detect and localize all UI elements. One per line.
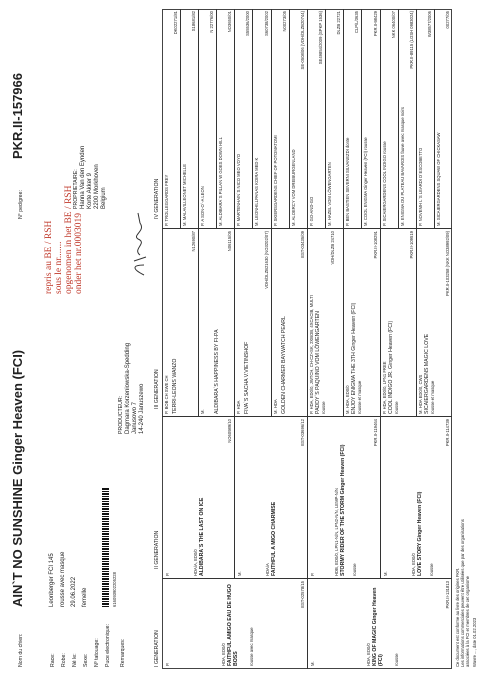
gen3-row-5-reg: VDH/DLZB 24710 <box>330 231 335 265</box>
footer-note: Ce document est conforme au livre des origines FKR. Les informations commerciales peuvent être utilisées que par des organisations associées à la FCI et membres de cet organisme <box>455 519 470 667</box>
gen3-row-3-reg: VDH/DLZB21630 (NO3202/07) <box>264 231 269 289</box>
gen4-row-3-reg: N 22776/00 <box>209 11 214 33</box>
gen4-row-12: M. COOL ENIGMA Ginger Heaven (FCI) rousse <box>363 137 368 226</box>
tattoo-value <box>91 487 102 607</box>
pedigree-number-label: N° pedigree: <box>18 190 24 219</box>
gen2-row-1: P. HDA/A, ED0/0 ALDIBARA`S THE LAST ON ICE <box>165 497 205 576</box>
gen4-row-10: M. HAZEL VOM LÖWENGARTEN <box>327 162 332 226</box>
gen4-row-13: P. SICAIERGARDENS COOL INDIGO rousse <box>382 141 387 226</box>
gen4-row-14: M. ENIGMA DU PLATEAU BAVAROIS fauve avec masque noirs <box>400 107 405 226</box>
producer-block: PRODUCTEUR: Dagmara Korzeniowska-Spedding Janusowo 7 14-240 Januszewo <box>118 342 145 434</box>
details-values <box>47 487 120 607</box>
gen4-row-16: M. SICAIERGARDENS SQUAW OF CHICKASAW <box>436 132 441 226</box>
gen4-row-2: M. MALAVILLEONET MICHELLE <box>182 164 187 226</box>
gen4-row-9-reg: SE49854/2009 (SPKP 1536) <box>318 11 323 65</box>
gen3-row-2: M. ALDIBARA`S HAPPINESS BY FI-PA <box>200 329 220 414</box>
gen4-row-13-reg: NKK 06400/07 <box>391 11 396 39</box>
gen3-row-8-reg: PKR.II-103258 (NKK NO38992/09) <box>445 231 450 296</box>
details-labels: Race: Robe: Né le: Sexe: Nº tatouage: Puce electronique: Remarques: <box>50 624 126 667</box>
gen4-row-3: P. A SON-O`-A LEON <box>200 186 205 226</box>
gen4-row-5-reg: S55536/2000 <box>245 11 250 36</box>
gen4-row-1-reg: DK02271/81 <box>173 11 178 35</box>
gen3-row-5: P. HDA, ED0/0, JWTCH, CH-CZ+SK, 2XBOB, 4XCACIB, MULTI PADDY`S PAQUINO VOM LÖWENGARTEN rousse <box>309 295 326 414</box>
gen1-header: I GENERATION <box>154 630 160 667</box>
gen2-row-3: P. HDB, ED0/0, LPN1-N/N, LPN2-N/N, LEMP-N/N STORMY RIDER OF THE STORM Ginger Heaven (FCI) rousse <box>310 444 357 576</box>
pedigree-number: PKR.II-157966 <box>10 73 25 159</box>
gen2-row-2: M. HDA/A FAITHFUL A MIGO CHARMISE <box>237 501 277 576</box>
gen1-sire: P. HDA, ED0/0 FAITHFUL AMIGO EAU DE HUGO BOSS rousse avec masque <box>165 584 254 666</box>
gen3-row-6: M. HDA, ED0/0 ENJOY ENIGMA THE 3TH Ginger Heaven (FCI) rousse et masque <box>345 302 362 414</box>
gen4-row-4: M. ALDIBARA`S PILLAN W GOES DOWN HILL <box>218 137 223 226</box>
gen3-row-7-reg: PKR.II-109519 <box>409 231 414 259</box>
dog-name-label: Nom du chien: <box>18 633 24 667</box>
barcode <box>102 487 109 607</box>
gen2-header: II GENERATION <box>154 530 160 569</box>
dog-name: AIN`T NO SUNSHINE Ginger Heaven (FCI) <box>10 349 25 607</box>
gen4-row-6: M. LEONHILLPANAS KOIRA MED K <box>254 157 259 226</box>
gen3-row-6-reg: PKR.II-108291 <box>373 231 378 259</box>
breed-value: Leonberger FCI 145 <box>49 553 55 607</box>
gen4-row-8: M. ALOERCY VOM DREIBURGENLAND <box>291 149 296 226</box>
gen4-row-8-reg: SE-0508/06 (VDH/DLZB20744) <box>300 11 305 70</box>
gen3-row-4: M. HDA GOLDEN CHARMER BAYWATCH PEARL <box>273 316 287 414</box>
gen1-dam: M. HDA, ED0/0 KING OF MAGIC Ginger Heaven (FCI) rousse <box>310 587 399 666</box>
gen4-row-14-reg: PKR.II-89115 (LOSH 0983024) <box>409 11 414 69</box>
gen3-row-1: P. BOB CH SWE CH TERRI-LEONS WANZO <box>164 358 178 414</box>
footer-date: Wavre ..., date 01.02.2023 <box>472 617 477 667</box>
gen4-row-1: P. TROLLEGGARDS FREY <box>164 174 169 226</box>
gen4-row-7-reg: N00273/05 <box>282 11 287 32</box>
gen2-row-1-reg: NO60989/10 <box>227 419 232 443</box>
gen3-row-4-reg: EST-03435/09 <box>300 231 305 258</box>
gen2-row-3-reg: PKR.II-119464 <box>373 419 378 447</box>
color-value: rousse avec masque <box>60 551 66 607</box>
gen4-row-11: P. BEN BASTIEN SEVERNI SILVANEZDI donte <box>345 137 350 226</box>
gen4-row-9: P. GO-AND-GO <box>309 196 314 226</box>
gen4-row-2-reg: S18681/82 <box>191 11 196 32</box>
gen3-row-2-reg: N06115/05 <box>227 231 232 252</box>
gen4-row-12-reg: PKR.II-98429 <box>373 11 378 37</box>
gen3-row-3: P. HDA FIVA`S SACHA V.VIETINSHOF <box>236 341 250 414</box>
gen2-row-4-reg: PKR.II-114739 <box>445 419 450 447</box>
gen2-row-4: M. HDA, ED0/0 LOVE STORY Ginger Heaven (FCI) rousse <box>383 491 434 576</box>
signature <box>128 209 150 279</box>
birth-date-value: 29.06.2022 <box>71 576 77 607</box>
gen4-row-16-reg: 00277/05 <box>445 11 450 29</box>
gen4-row-7: P. SKIERSGARDENS CHIEF OF POTOMATOMI <box>273 135 278 226</box>
gen4-row-15-reg: W38577/2006 <box>427 11 432 38</box>
gen4-header: IV GENERATION <box>154 178 160 219</box>
gen4-row-11-reg: CLP/L/3635 <box>354 11 359 34</box>
gen1-dam-reg: PKR.II-131813 <box>445 581 450 609</box>
gen4-row-5: P. MARTENHAIN`S NICO MEO VOYO <box>236 154 241 226</box>
sex-value: femelle <box>82 587 88 607</box>
gen4-row-6-reg: S60738/2002 <box>264 11 269 36</box>
gen3-header: III GENERATION <box>154 369 160 409</box>
owner-block: PROPRIETAIRE: Hanna Van den Eynden Korte Akker 9 2200 Morkhoven Belgium <box>73 145 107 209</box>
gen3-row-1-reg: N12690/87 <box>191 231 196 252</box>
gen4-row-15: P. NOVEMH L`S LEARDI D`ESCOBETTO <box>418 147 423 226</box>
gen4-row-4-reg: NO3650/01 <box>227 11 232 33</box>
gen3-row-8: M. HDA ED0/0, CWS SICAIERGARDENS MAGIC LOVE rousse et masque <box>418 333 435 414</box>
gen1-sire-reg: EST-02578/15 <box>300 581 305 608</box>
gen3-row-7: P. HDA, ED0/0, LPN1 FREE COOL INDIGO JR. Ginger Heaven (FCI) rousse <box>382 320 399 414</box>
chip-value: 616093902205228 <box>102 487 120 607</box>
gen2-row-2-reg: EST-03696/12 <box>300 419 305 446</box>
gen4-row-10-reg: DLZB 22721 <box>336 11 341 35</box>
registration-stamp: repris au BE / RSH sous le nr....... opgenomen in het BE / RSH onder het nr.0003019 <box>44 185 84 294</box>
